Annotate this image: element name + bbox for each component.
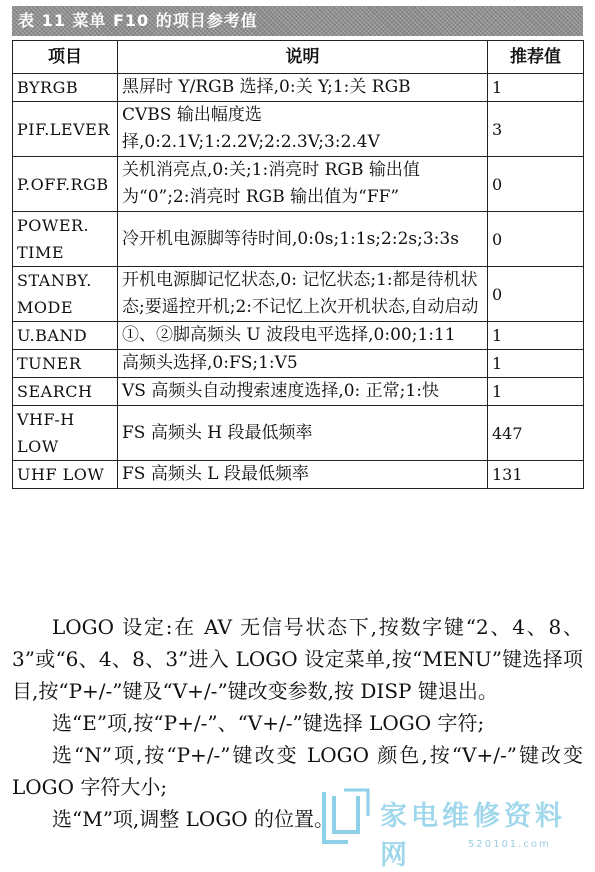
row-description: FS 高频头 H 段最低频率 xyxy=(118,406,488,461)
table-row xyxy=(13,406,584,461)
row-item: STANBY. MODE xyxy=(13,267,118,322)
row-description: ①、②脚高频头 U 波段电平选择,0:00;1:11 xyxy=(118,322,488,350)
row-item: VHF-H LOW xyxy=(13,406,118,461)
row-description: 冷开机电源脚等待时间,0:0s;1:1s;2:2s;3:3s xyxy=(118,212,488,267)
row-value: 1 xyxy=(488,322,584,350)
row-description: VS 高频头自动搜索速度选择,0: 正常;1:快 xyxy=(118,378,488,406)
table-title: 表 11 菜单 F10 的项目参考值 xyxy=(12,6,583,36)
row-item: TUNER xyxy=(13,350,118,378)
row-value: 0 xyxy=(488,157,584,212)
row-description: FS 高频头 L 段最低频率 xyxy=(118,461,488,489)
row-value: 447 xyxy=(488,406,584,461)
watermark-logo-icon xyxy=(318,786,374,848)
paragraph-logo-setting: LOGO 设定:在 AV 无信号状态下,按数字键“2、4、8、3”或“6、4、8、3”进入 LOGO 设定菜单,按“MENU”键选择项目,按“P+/-”键及“V+/-”键改变参数,按 DISP 键退出。 xyxy=(12,615,583,703)
row-item: BYRGB xyxy=(13,74,118,102)
row-value: 3 xyxy=(488,102,584,157)
table-row xyxy=(13,322,584,350)
row-description: 开机电源脚记忆状态,0: 记忆状态;1:都是待机状态;要遥控开机;2:不记忆上次开机状态,自动启动 xyxy=(118,267,488,322)
parameter-table xyxy=(12,40,584,489)
row-value: 1 xyxy=(488,74,584,102)
row-value: 0 xyxy=(488,267,584,322)
table-row xyxy=(13,461,584,489)
row-value: 0 xyxy=(488,212,584,267)
row-value: 1 xyxy=(488,378,584,406)
header-description: 说明 xyxy=(118,41,488,74)
paragraph-e-item: 选“E”项,按“P+/-”、“V+/-”键选择 LOGO 字符; xyxy=(52,711,485,735)
row-value: 1 xyxy=(488,350,584,378)
table-row xyxy=(13,378,584,406)
watermark-text: 家电维修资料网 xyxy=(380,801,566,871)
table-row xyxy=(13,157,584,212)
header-item: 项目 xyxy=(13,41,118,74)
row-description: 高频头选择,0:FS;1:V5 xyxy=(118,350,488,378)
row-description: 黑屏时 Y/RGB 选择,0:关 Y;1:关 RGB xyxy=(118,74,488,102)
row-description: 关机消亮点,0:关;1:消亮时 RGB 输出值为“0”;2:消亮时 RGB 输出值为“FF” xyxy=(118,157,488,212)
watermark xyxy=(318,786,588,871)
paragraph-m-item: 选“M”项,调整 LOGO 的位置。 xyxy=(52,807,335,831)
table-row xyxy=(13,74,584,102)
row-item: U.BAND xyxy=(13,322,118,350)
paragraph-n-item: 选“N”项,按“P+/-”键改变 LOGO 颜色,按“V+/-”键改变 LOGO 字符大小; xyxy=(12,743,583,799)
table-header-row xyxy=(13,41,584,74)
row-item: PIF.LEVER xyxy=(13,102,118,157)
table-row xyxy=(13,102,584,157)
row-item: P.OFF.RGB xyxy=(13,157,118,212)
row-item: POWER. TIME xyxy=(13,212,118,267)
table-row xyxy=(13,350,584,378)
row-value: 131 xyxy=(488,461,584,489)
table-row xyxy=(13,212,584,267)
header-recommended-value: 推荐值 xyxy=(488,41,584,74)
watermark-domain: 520101.com xyxy=(468,839,551,850)
row-item: SEARCH xyxy=(13,378,118,406)
row-description: CVBS 输出幅度选择,0:2.1V;1:2.2V;2:2.3V;3:2.4V xyxy=(118,102,488,157)
table-row xyxy=(13,267,584,322)
row-item: UHF LOW xyxy=(13,461,118,489)
